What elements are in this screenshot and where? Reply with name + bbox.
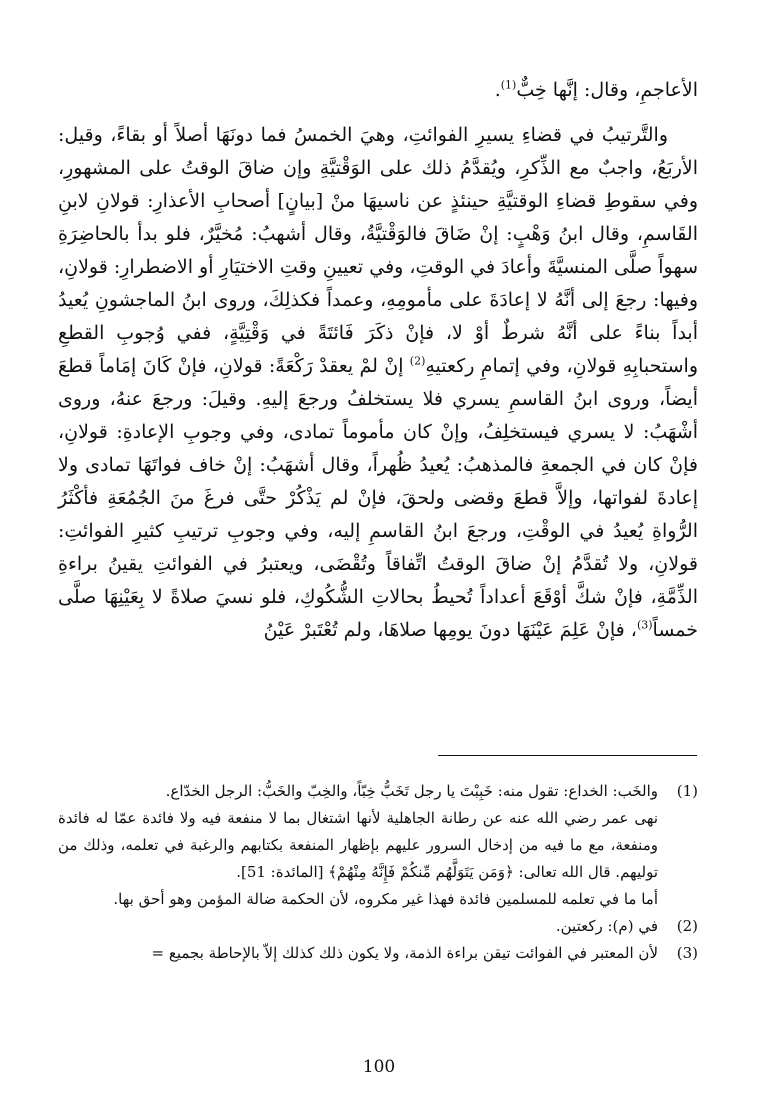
footnote-text: والخَب: الخداع: تقول منه: خَبِبْتَ يا رجل تَخَبُّ خِبّاً، والخِبّ والخَبُّ: الرجل الخدّاع. (165, 782, 658, 800)
footnote-body (58, 778, 658, 913)
footnote-extra: نهى عمر رضي الله عنه عن رطانة الجاهلية لأنها اشتغال بما لا منفعة فيه ولا فائدة عمّا له فائدة ومنفعة، مع ما فيه من إدخال السرور عليهم بإظهار المنفعة بكتابهم والرغبة في تعلمه، وذلك من توليهم. قال الله تعالى: ﴿وَمَن يَتَوَلَّهُم مِّنكُمْ فَإِنَّهُ مِنْهُمْ﴾ [المائدة: 51]. (58, 809, 658, 881)
paragraph-part-c: ، فإنْ عَلِمَ عَيْنَهَا دونَ يومِها صلاهَا، ولم تُعْتَبرْ عَيْنُ (263, 619, 637, 641)
page-number: 100 (362, 1057, 396, 1077)
footnote-ref-1[interactable]: (1) (500, 78, 517, 92)
footnote-1 (58, 778, 698, 913)
main-text (58, 74, 698, 647)
footnote-2 (58, 913, 698, 940)
paragraph-part-a: والتَّرتيبُ في قضاءِ يسيرِ الفوائتِ، وهيَ الخمسُ فما دونَهَا أصلاً أو بقاءً، وقيل: الأربَعُ، واجبٌ مع الذِّكرِ، ويُقدَّمُ ذلك على الوَقْتيَّةِ وإن ضاقَ الوقتُ على المشهورِ، وفي سقوطِ قضاءِ الوقتيَّةِ حينئذٍ عن ناسيهَا منْ [بيانٍ] أصحابِ الأعذارِ: قولانِ لابنِ القَاسمِ، وقال ابنُ وَهْبٍ: إنْ ضَاقَ فالوَقْتيَّةُ، وقال أشهبُ: مُخيَّرٌ، فلو بدأ بالحاضِرَةِ سهواً صلَّى المنسيَّةَ وأعادَ في الوقتِ، وفي تعيينِ وقتِ الاختيَارِ أو الاضطرارِ: قولانِ، وفيها: رجعَ إلى أنَّهُ لا إعادَةَ على مأمومِهِ، وعمداً فكذلِكَ، وروى ابنُ الماجشونِ يُعيدُ أبداً بناءً على أنَّهُ شرطٌ أوْ لا، فإنْ ذكَرَ فَائتَةً في وَقْتِيَّةٍ، ففي وُجوبِ القطعِ واستحبابِهِ قولانِ، وفي إتمامِ ركعتيهِ (57, 124, 698, 377)
body-paragraph (58, 119, 698, 647)
footnote-ref-2[interactable]: (2) (409, 354, 426, 368)
opening-line-text: الأعاجمِ، وقال: إنَّها خِبٌّ (516, 79, 698, 101)
footnote-body (58, 940, 658, 967)
footnote-ref-3[interactable]: (3) (636, 618, 653, 632)
footnote-body (58, 913, 658, 940)
footnote-text: في (م): ركعتين. (555, 917, 658, 935)
opening-line (58, 74, 698, 107)
footnote-number: (2) (676, 917, 698, 935)
footnote-text: لأن المعتبر في الفوائت تيقن براءة الذمة، ولا يكون ذلك كذلك إلاّ بالإحاطة بجميع = (151, 944, 658, 962)
footnote-3 (58, 940, 698, 967)
footnotes (58, 778, 698, 967)
footnote-extra: أما ما في تعلمه للمسلمين فائدة فهذا غير مكروه، لأن الحكمة ضالة المؤمن وهو أحق بها. (113, 890, 658, 908)
footnote-number: (1) (676, 782, 698, 800)
opening-line-end: . (494, 79, 501, 101)
footnote-divider (438, 755, 697, 756)
paragraph-part-b: إنْ لمْ يعقدْ رَكْعَةً: قولانِ، فإنْ كَانَ إمَاماً قطعَ أيضاً، وروى ابنُ القاسمِ يسري فلا يستخلفُ ورجعَ إليهِ. وقيلَ: ورجعَ عنهُ، وروى أشْهَبُ: لا يسري فيستخلِفُ، وإنْ كان مأموماً تمادى، وفي وجوبِ الإعادةِ: قولانِ، فإنْ كان في الجمعةِ فالمذهبُ: يُعيدُ ظُهراً، وقال أشهَبُ: إنْ خاف فواتَهَا تمادى ولا إعادةَ لفواتها، وإلاَّ قطعَ وقضى ولحقَ، فإنْ لم يَذْكُرْ حتَّى فرغَ منَ الجُمُعَةِ فأكْثَرُ الرُّواةِ يُعيدُ في الوقْتِ، ورجعَ ابنُ القاسمِ إليه، وفي وجوبِ ترتيبِ كثيرِ الفوائتِ: قولانِ، ولا تُقدَّمُ إنْ ضاقَ الوقتُ اتِّفاقاً وتُقْضَى، ويعتبرُ في الفوائتِ يقينُ براءةِ الذِّمَّةِ، فإنْ شكَّ أوْقَعَ أعداداً تُحيطُ بحالاتِ الشُّكُوكِ، فلو نسيَ صلاةً لا بِعَيْنِهَا صلَّى خمساً (58, 355, 698, 641)
footnote-number: (3) (676, 944, 698, 962)
